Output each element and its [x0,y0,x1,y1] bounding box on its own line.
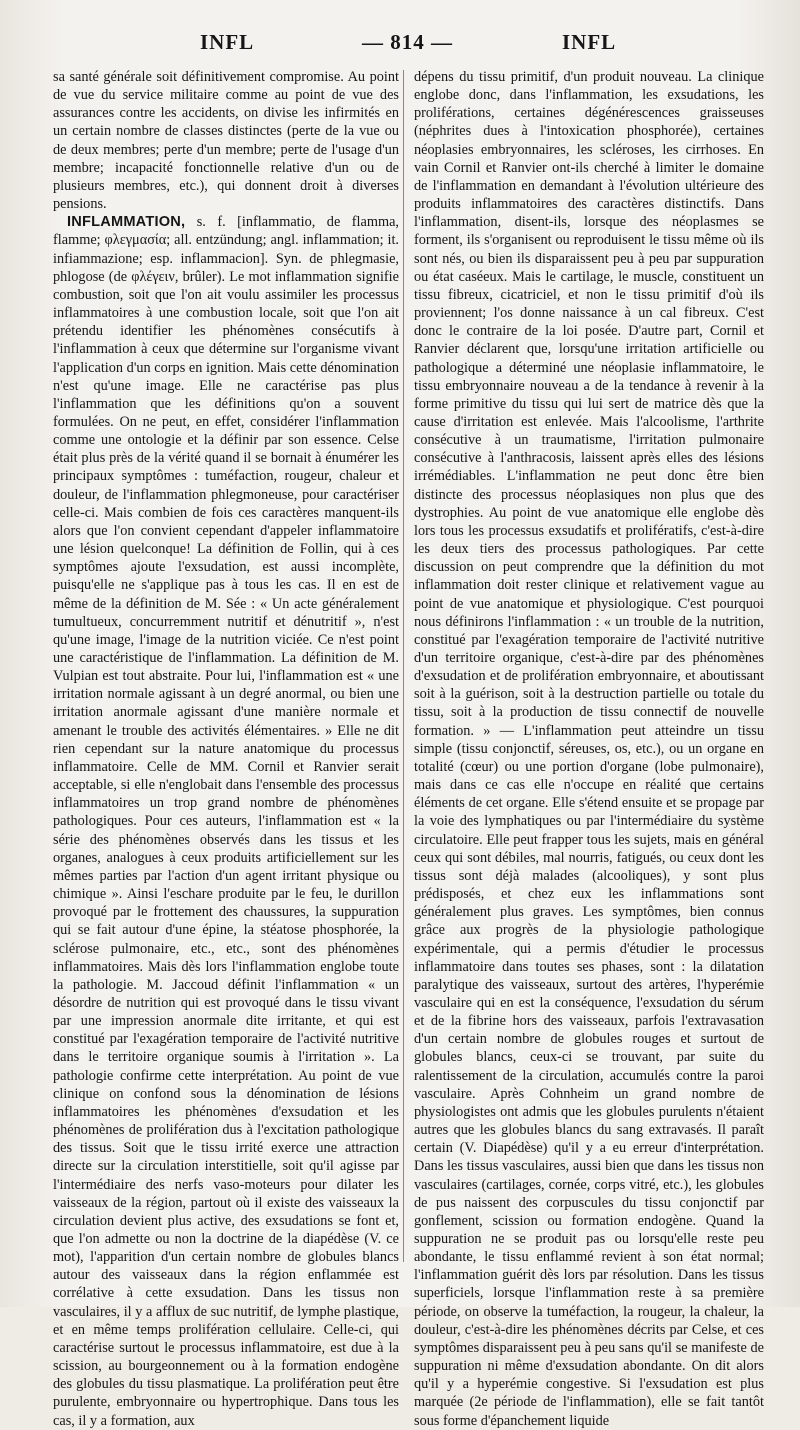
entry-inflammation [53,213,399,1429]
running-head [0,30,800,60]
entry-continuation: dépens du tissu primitif, d'un produit nouveau. La clinique englobe donc, dans l'inflammation, les exsudations, les proliférations, certaines dégénérescences graisseuses (néphrites dues à l'intoxication phosphorée), certaines néoplasies embryonnaires, les scléroses, les cirrhoses. En vain Cornil et Ranvier ont-ils cherché à limiter le domaine de l'inflammation en demandant à l'évolution ultérieure des produits inflammatoires des caractères distinctifs. Dans l'inflammation, disent-ils, lorsque des néoplasmes se forment, ils s'organisent ou reproduisent le tissu même où ils sont nés, ou bien ils disparaissent peu à peu par suppuration ou état caséeux. Mais le cartilage, le muscle, constituent un tissu fibreux, cicatriciel, et non le tissu primitif d'où ils proviennent; l'os donne naissance à un cal fibreux. C'est donc le contraire de la loi posée. D'autre part, Cornil et Ranvier déclarent que, lorsqu'une irritation artificielle ou pathologique a déterminé une néoplasie inflammatoire, le tissu embryonnaire nouveau a de la tendance à revenir à la forme primitive du tissu qui lui sert de matrice dès que la cause d'irritation est enlevée. Mais l'alcoolisme, l'arthrite consécutive à un traumatisme, l'irritation pulmonaire consécutive à l'anthracosis, laissent après elles des lésions irrémédiables. L'inflammation ne peut donc être bien distincte des processus néoplasiques non plus que des dystrophies. Au point de vue anatomique elle englobe dès lors tous les processus exsudatifs et prolifératifs, c'est-à-dire les deux tiers des processus pathologiques. Par cette discussion on peut comprendre que la définition du mot inflammation doit rester clinique et relativement vague au point de vue anatomique et physiologique. C'est pourquoi nous définirons l'inflammation : « un trouble de la nutrition, constitué par l'exagération temporaire de l'activité nutritive d'un territoire organique, c'est-à-dire par des phénomènes d'exsudation et de prolifération embryonnaire, et aboutissant soit à la guérison, soit à la destruction partielle ou totale du tissu, soit à la production de tissu connectif de nouvelle formation. » — L'inflammation peut atteindre un tissu simple (tissu conjonctif, séreuses, os, etc.), ou un organe en totalité (cœur) ou une portion d'organe (lobe pulmonaire), mais dans ce cas elle n'occupe en réalité que certains éléments de cet organe. Elle s'étend ensuite et se propage par la voie des lymphatiques ou par l'intermédiaire du système circulatoire. Elle peut frapper tous les sujets, mais en général ceux qui sont débiles, mal nourris, fatigués, ou ceux dont les tissus sont déjà malades (alcooliques), y sont plus prédisposés, et chez eux les inflammations sont généralement plus graves. Les symptômes, bien connus grâce aux progrès de la physiologie pathologique expérimentale, qui a permis d'étudier le processus inflammatoire dans toutes ses phases, sont : la dilatation paralytique des vaisseaux, surtout des artères, l'hyperémie vasculaire qui en est la conséquence, l'exsudation du sérum et de la fibrine hors des vaisseaux, parfois l'extravasation d'un certain nombre de globules rouges et surtout de globules blancs, ceux-ci se trouvant, par suite du ralentissement de la circulation, accumulés contre la paroi vasculaire. Après Cohnheim un grand nombre de physiologistes ont admis que les globules purulents n'étaient autres que les globules blancs du sang extravasés. Il paraît certain (V. Diapédèse) qu'il y a eu erreur d'interprétation. Dans les tissus vasculaires, aussi bien que dans les tissus non vasculaires (cartilages, cornée, corps vitré, etc.), les globules de pus naissent des corpuscules du tissu conjonctif par gonflement, scission ou formation endogène. Quand la suppuration ne se produit pas ou lorsqu'elle reste peu abondante, le tissu enflammé revient à son état normal; l'inflammation guérit dès lors par résolution. Dans les tissus superficiels, lorsque l'inflammation reste à sa première période, on observe la tuméfaction, la rougeur, la chaleur, la douleur, c'est-à-dire les phénomènes décrits par Celse, et ces symptômes disparaissent peu à peu sans qu'il se manifeste de suppuration ni même d'exsudation abondante. On dit alors qu'il y a hyperémie congestive. Si l'exsudation est plus marquée (2e période de l'inflammation), elle se fait tantôt sous forme d'épanchement liquide [414,69,764,1429]
headword: INFLAMMATION, [67,214,186,231]
running-head-right: INFL [562,30,617,54]
left-column [53,68,399,1430]
entry-text: s. f. [inflammatio, de flamma, flamme; φλεγμασία; all. entzündung; angl. inflammation; it. infiammazione; esp. inflammacion]. Syn. de phlegmasie, phlogose (de φλέγειν, brûler). Le mot inflammation signifie combustion, soit que l'on ait voulu assimiler les processus inflammatoires à une combustion locale, soit que l'on ait prétendu identifier les phénomènes consécutifs à l'inflammation à ceux que détermine sur l'organisme vivant l'application d'un corps en ignition. Mais cette dénomination n'est qu'une image. Elle ne caractérise pas plus l'inflammation que les définitions qu'on a souvent formulées. On ne peut, en effet, considérer l'inflammation comme une ontologie et la définir par son essence. Celse était plus près de la vérité quand il se bornait à énumérer les principaux symptômes : tuméfaction, rougeur, chaleur et douleur, de l'inflammation phlegmoneuse, pour caractériser celle-ci. Mais combien de fois ces caractères manquent-ils alors que l'on convient cependant d'appeler inflammatoire une lésion quelconque! La définition de Follin, qui à ces symptômes ajoute l'exsudation, est aussi incomplète, puisqu'elle ne s'applique pas à tous les cas. Il en est de même de la définition de M. Sée : « Un acte généralement tumultueux, concurremment nutritif et dénutritif », n'est qu'une image, l'image de la nutrition viciée. Ce n'est point une caractéristique de l'inflammation. La définition de M. Vulpian est tout abstraite. Pour lui, l'inflammation est « une irritation normale agissant à un degré anormal, ou bien une irritation anormale agissant d'une manière normale et amenant le trouble des activités élémentaires. » Elle ne dit rien cependant sur la nature anatomique du processus inflammatoire. Celle de MM. Cornil et Ranvier serait acceptable, si elle n'englobait dans l'ensemble des processus inflammatoires un trop grand nombre de phénomènes pathologiques. Pour ces auteurs, l'inflammation est « la série des phénomènes observés dans les tissus et les organes, analogues à ceux produits artificiellement sur les mêmes parties par l'action d'un agent irritant physique ou chimique ». Ainsi l'eschare produite par le feu, le durillon provoqué par le frottement des chaussures, la suppuration qui se fait autour d'une épine, la stéatose phosphorée, la sclérose pulmonaire, etc., etc., sont des phénomènes inflammatoires. Mais dès lors l'inflammation englobe toute la pathologie. M. Jaccoud définit l'inflammation « un désordre de nutrition qui est provoqué dans le tissu vivant par une impression anormale dite irritante, et qui est constitué par l'exagération temporaire de l'activité nutritive dans le territoire organique soumis à l'irritation ». La pathologie confirme cette interprétation. Au point de vue clinique on confond sous la dénomination de lésions inflammatoires les phénomènes d'exsudation et les phénomènes de prolifération dus à l'excitation pathologique des tissus. Soit que le tissu irrité exerce une attraction directe sur la circulation interstitielle, soit qu'il agisse par l'intermédiaire des nerfs vaso-moteurs pour dilater les vaisseaux de la région, partout où il existe des vaisseaux la circulation devient plus active, des exsudations se font et, que l'on admette ou non la doctrine de la diapédèse (V. ce mot), l'apparition d'un certain nombre de globules blancs autour des vaisseaux dans la région enflammée est corrélative à cette exsudation. Dans les tissus non vasculaires, il y a afflux de suc nutritif, de lymphe plastique, et en même temps prolifération cellulaire. Celle-ci, qui caractérise surtout le processus inflammatoire, est due à la scission, au bourgeonnement ou à la formation endogène des globules du tissu plasmatique. La prolifération peut être purulente, embryonnaire ou hypertrophique. Dans tous les cas, il y a formation, aux [53,214,399,1429]
running-head-left: INFL [200,30,255,54]
page-number: — 814 — [362,30,453,54]
right-column [414,68,764,1430]
continuation-paragraph: sa santé générale soit définitivement compromise. Au point de vue du service militaire comme au point de vue des assurances contre les accidents, on divise les infirmités en un certain nombre de classes distinctes (perte de la vue ou de deux membres; perte d'un membre; perte de l'usage d'un membre; incapacité fonctionnelle relative d'un ou de plusieurs membres, etc.), qui donnent droit à diverses pensions. [53,69,399,213]
column-divider [403,70,404,1262]
